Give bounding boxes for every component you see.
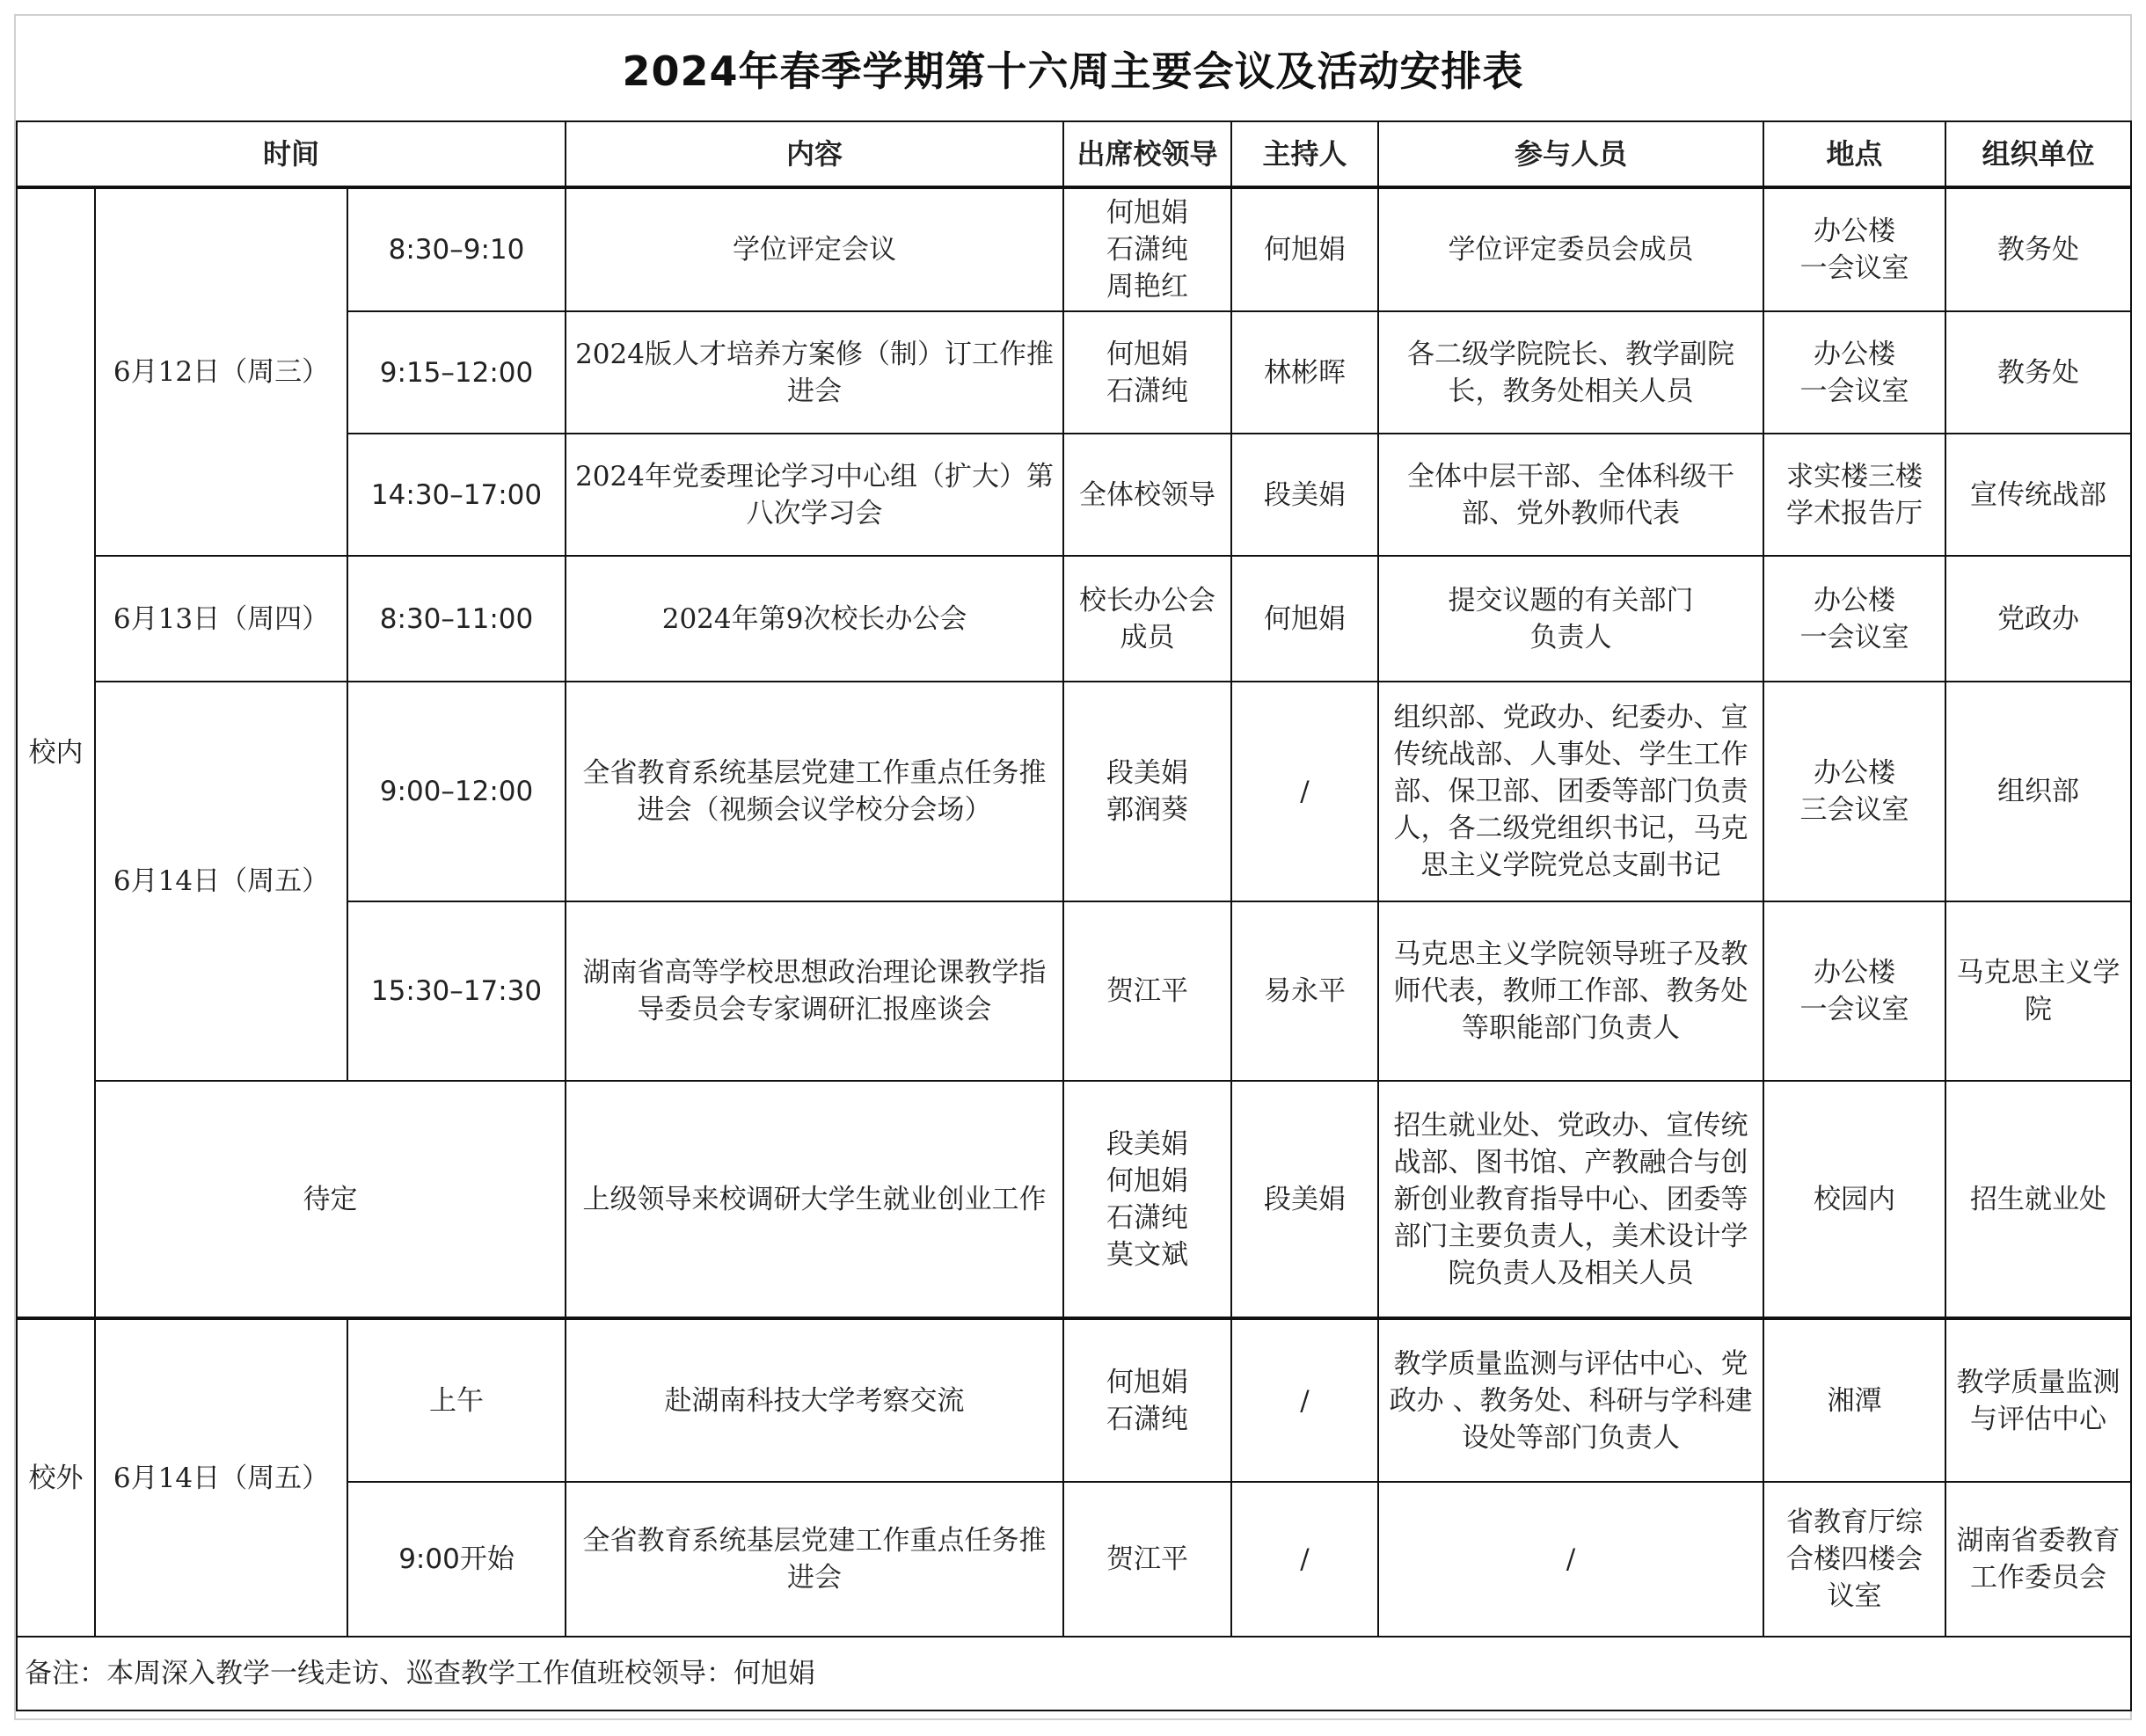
row-leaders: 全体校领导 bbox=[1063, 434, 1231, 556]
row-host: 段美娟 bbox=[1231, 1081, 1378, 1318]
row-date: 6月12日（周三） bbox=[95, 187, 347, 556]
row-time: 8:30–9:10 bbox=[347, 187, 566, 311]
row-participants: 马克思主义学院领导班子及教师代表，教师工作部、教务处等职能部门负责人 bbox=[1378, 901, 1763, 1081]
row-host: 易永平 bbox=[1231, 901, 1378, 1081]
row-participants: / bbox=[1378, 1482, 1763, 1637]
row-leaders: 何旭娟 石潇纯 bbox=[1063, 311, 1231, 434]
row-time: 9:00–12:00 bbox=[347, 682, 566, 901]
row-location: 省教育厅综合楼四楼会议室 bbox=[1763, 1482, 1945, 1637]
row-leaders: 校长办公会 成员 bbox=[1063, 556, 1231, 682]
row-time: 14:30–17:00 bbox=[347, 434, 566, 556]
row-location: 办公楼 一会议室 bbox=[1763, 311, 1945, 434]
row-host: 林彬晖 bbox=[1231, 311, 1378, 434]
row-participants: 提交议题的有关部门 负责人 bbox=[1378, 556, 1763, 682]
row-time: 9:15–12:00 bbox=[347, 311, 566, 434]
row-leaders: 贺江平 bbox=[1063, 1482, 1231, 1637]
row-location: 办公楼 一会议室 bbox=[1763, 556, 1945, 682]
section-internal: 校内 bbox=[17, 187, 95, 1318]
header-participants: 参与人员 bbox=[1378, 121, 1763, 187]
row-organizer: 湖南省委教育工作委员会 bbox=[1945, 1482, 2131, 1637]
row-location: 办公楼 一会议室 bbox=[1763, 187, 1945, 311]
row-organizer: 招生就业处 bbox=[1945, 1081, 2131, 1318]
row-content: 赴湖南科技大学考察交流 bbox=[566, 1318, 1063, 1482]
row-content: 2024年党委理论学习中心组（扩大）第八次学习会 bbox=[566, 434, 1063, 556]
table-row bbox=[17, 682, 2131, 901]
row-location: 校园内 bbox=[1763, 1081, 1945, 1318]
row-leaders: 何旭娟 石潇纯 周艳红 bbox=[1063, 187, 1231, 311]
row-participants: 学位评定委员会成员 bbox=[1378, 187, 1763, 311]
row-date: 6月14日（周五） bbox=[95, 1318, 347, 1637]
row-time: 上午 bbox=[347, 1318, 566, 1482]
row-participants: 各二级学院院长、教学副院长，教务处相关人员 bbox=[1378, 311, 1763, 434]
note-text: 备注：本周深入教学一线走访、巡查教学工作值班校领导：何旭娟 bbox=[17, 1637, 2131, 1710]
row-organizer: 教务处 bbox=[1945, 311, 2131, 434]
header-organizer: 组织单位 bbox=[1945, 121, 2131, 187]
row-participants: 全体中层干部、全体科级干部、党外教师代表 bbox=[1378, 434, 1763, 556]
row-leaders: 段美娟 郭润葵 bbox=[1063, 682, 1231, 901]
row-content: 全省教育系统基层党建工作重点任务推进会（视频会议学校分会场） bbox=[566, 682, 1063, 901]
row-host: / bbox=[1231, 1482, 1378, 1637]
header-row bbox=[17, 121, 2131, 187]
header-host: 主持人 bbox=[1231, 121, 1378, 187]
header-leaders: 出席校领导 bbox=[1063, 121, 1231, 187]
section-external: 校外 bbox=[17, 1318, 95, 1637]
page-title: 2024年春季学期第十六周主要会议及活动安排表 bbox=[622, 47, 1524, 95]
row-participants: 招生就业处、党政办、宣传统战部、图书馆、产教融合与创新创业教育指导中心、团委等部门主要负责人，美术设计学院负责人及相关人员 bbox=[1378, 1081, 1763, 1318]
row-organizer: 宣传统战部 bbox=[1945, 434, 2131, 556]
row-date: 6月14日（周五） bbox=[95, 682, 347, 1081]
table-row bbox=[17, 1081, 2131, 1318]
row-location: 办公楼 三会议室 bbox=[1763, 682, 1945, 901]
row-organizer: 组织部 bbox=[1945, 682, 2131, 901]
row-participants: 组织部、党政办、纪委办、宣传统战部、人事处、学生工作部、保卫部、团委等部门负责人，各二级党组织书记，马克思主义学院党总支副书记 bbox=[1378, 682, 1763, 901]
row-content: 2024版人才培养方案修（制）订工作推进会 bbox=[566, 311, 1063, 434]
row-content: 2024年第9次校长办公会 bbox=[566, 556, 1063, 682]
row-content: 湖南省高等学校思想政治理论课教学指导委员会专家调研汇报座谈会 bbox=[566, 901, 1063, 1081]
row-content: 上级领导来校调研大学生就业创业工作 bbox=[566, 1081, 1063, 1318]
row-leaders: 贺江平 bbox=[1063, 901, 1231, 1081]
row-content: 全省教育系统基层党建工作重点任务推进会 bbox=[566, 1482, 1063, 1637]
row-location: 办公楼 一会议室 bbox=[1763, 901, 1945, 1081]
row-organizer: 教务处 bbox=[1945, 187, 2131, 311]
row-host: / bbox=[1231, 682, 1378, 901]
schedule-page bbox=[14, 14, 2132, 1720]
table-row bbox=[17, 187, 2131, 311]
row-host: 何旭娟 bbox=[1231, 556, 1378, 682]
row-organizer: 教学质量监测与评估中心 bbox=[1945, 1318, 2131, 1482]
row-leaders: 段美娟 何旭娟 石潇纯 莫文斌 bbox=[1063, 1081, 1231, 1318]
schedule-table bbox=[16, 120, 2132, 1711]
row-date: 待定 bbox=[95, 1081, 566, 1318]
row-host: 何旭娟 bbox=[1231, 187, 1378, 311]
row-organizer: 马克思主义学院 bbox=[1945, 901, 2131, 1081]
row-location: 湘潭 bbox=[1763, 1318, 1945, 1482]
note-row bbox=[17, 1637, 2131, 1710]
row-time: 9:00开始 bbox=[347, 1482, 566, 1637]
row-time: 8:30–11:00 bbox=[347, 556, 566, 682]
row-host: 段美娟 bbox=[1231, 434, 1378, 556]
table-row bbox=[17, 556, 2131, 682]
row-leaders: 何旭娟 石潇纯 bbox=[1063, 1318, 1231, 1482]
row-location: 求实楼三楼 学术报告厅 bbox=[1763, 434, 1945, 556]
table-row bbox=[17, 1318, 2131, 1482]
row-participants: 教学质量监测与评估中心、党政办 、教务处、科研与学科建设处等部门负责人 bbox=[1378, 1318, 1763, 1482]
row-time: 15:30–17:30 bbox=[347, 901, 566, 1081]
row-content: 学位评定会议 bbox=[566, 187, 1063, 311]
row-date: 6月13日（周四） bbox=[95, 556, 347, 682]
header-content: 内容 bbox=[566, 121, 1063, 187]
header-time: 时间 bbox=[17, 121, 566, 187]
header-location: 地点 bbox=[1763, 121, 1945, 187]
row-host: / bbox=[1231, 1318, 1378, 1482]
row-organizer: 党政办 bbox=[1945, 556, 2131, 682]
